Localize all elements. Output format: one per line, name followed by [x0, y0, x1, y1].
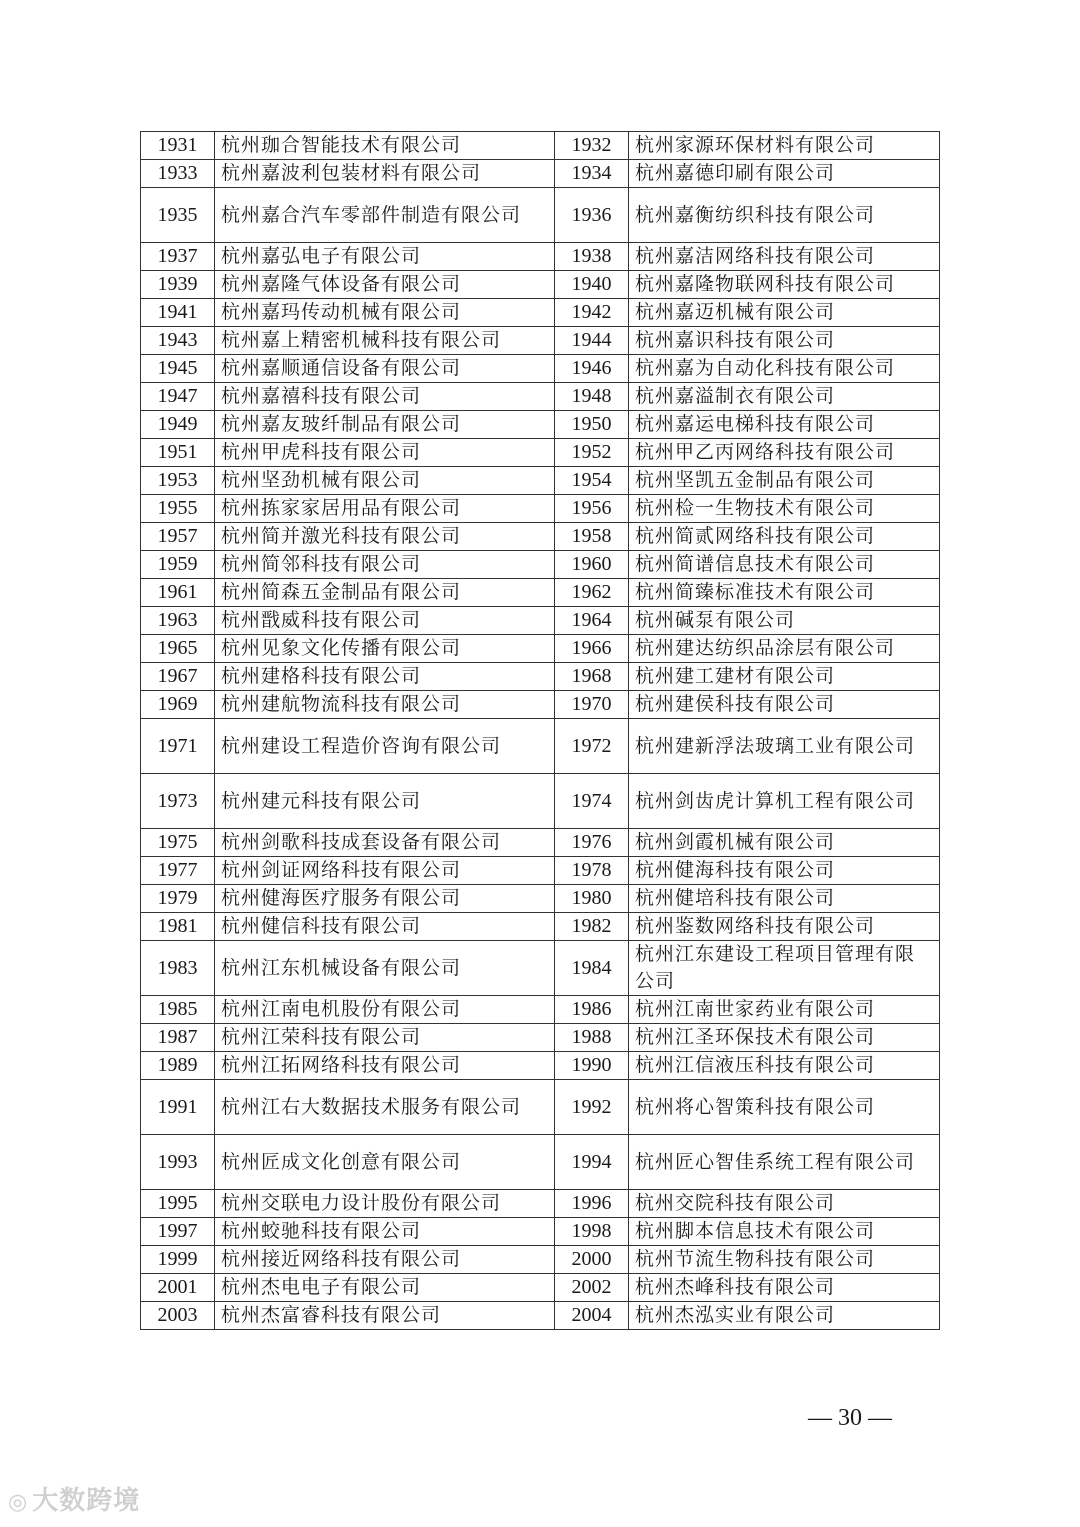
- company-name: 杭州嘉玛传动机械有限公司: [215, 299, 555, 327]
- company-list-table: [140, 131, 940, 1330]
- company-number: 1959: [141, 551, 215, 579]
- table-row: [141, 663, 940, 691]
- company-number: 1985: [141, 996, 215, 1024]
- company-number: 2002: [555, 1274, 629, 1302]
- company-name: 杭州简贰网络科技有限公司: [629, 523, 940, 551]
- table-row: [141, 467, 940, 495]
- company-number: 1936: [555, 188, 629, 243]
- company-name: 杭州嘉运电梯科技有限公司: [629, 411, 940, 439]
- company-number: 1950: [555, 411, 629, 439]
- company-name: 杭州脚本信息技术有限公司: [629, 1218, 940, 1246]
- company-name: 杭州建元科技有限公司: [215, 774, 555, 829]
- company-name: 杭州见象文化传播有限公司: [215, 635, 555, 663]
- company-name: 杭州交联电力设计股份有限公司: [215, 1190, 555, 1218]
- company-name: 杭州碱泵有限公司: [629, 607, 940, 635]
- company-number: 1975: [141, 829, 215, 857]
- company-name: 杭州匠成文化创意有限公司: [215, 1135, 555, 1190]
- company-name: 杭州江信液压科技有限公司: [629, 1052, 940, 1080]
- company-name: 杭州简邻科技有限公司: [215, 551, 555, 579]
- company-number: 1942: [555, 299, 629, 327]
- company-number: 1940: [555, 271, 629, 299]
- company-number: 1971: [141, 719, 215, 774]
- company-name: 杭州江南世家药业有限公司: [629, 996, 940, 1024]
- company-number: 1957: [141, 523, 215, 551]
- company-name: 杭州嘉顺通信设备有限公司: [215, 355, 555, 383]
- table-row: [141, 1218, 940, 1246]
- table-row: [141, 1024, 940, 1052]
- company-number: 1952: [555, 439, 629, 467]
- table-row: [141, 188, 940, 243]
- table-row: [141, 1135, 940, 1190]
- company-number: 1982: [555, 913, 629, 941]
- company-name: 杭州建设工程造价咨询有限公司: [215, 719, 555, 774]
- company-name: 杭州建航物流科技有限公司: [215, 691, 555, 719]
- watermark-text: 大数跨境: [32, 1486, 141, 1516]
- company-name: 杭州节流生物科技有限公司: [629, 1246, 940, 1274]
- company-name: 杭州嘉为自动化科技有限公司: [629, 355, 940, 383]
- company-name: 杭州江东建设工程项目管理有限公司: [629, 941, 940, 996]
- company-name: 杭州嘉隆气体设备有限公司: [215, 271, 555, 299]
- table-row: [141, 1274, 940, 1302]
- company-name: 杭州剑歌科技成套设备有限公司: [215, 829, 555, 857]
- company-name: 杭州嘉识科技有限公司: [629, 327, 940, 355]
- company-number: 1965: [141, 635, 215, 663]
- company-number: 1954: [555, 467, 629, 495]
- company-number: 1935: [141, 188, 215, 243]
- company-name: 杭州蛟驰科技有限公司: [215, 1218, 555, 1246]
- company-name: 杭州接近网络科技有限公司: [215, 1246, 555, 1274]
- company-name: 杭州建达纺织品涂层有限公司: [629, 635, 940, 663]
- company-number: 1962: [555, 579, 629, 607]
- company-number: 1943: [141, 327, 215, 355]
- company-name: 杭州嘉波利包装材料有限公司: [215, 160, 555, 188]
- company-name: 杭州嘉衡纺织科技有限公司: [629, 188, 940, 243]
- company-name: 杭州嘉上精密机械科技有限公司: [215, 327, 555, 355]
- table-row: [141, 439, 940, 467]
- company-name: 杭州甲虎科技有限公司: [215, 439, 555, 467]
- company-name: 杭州坚劲机械有限公司: [215, 467, 555, 495]
- company-name: 杭州嘉洁网络科技有限公司: [629, 243, 940, 271]
- company-number: 1961: [141, 579, 215, 607]
- table-row: [141, 299, 940, 327]
- table-row: [141, 132, 940, 160]
- table-row: [141, 523, 940, 551]
- table-row: [141, 160, 940, 188]
- company-number: 2000: [555, 1246, 629, 1274]
- table-row: [141, 271, 940, 299]
- company-name: 杭州健海科技有限公司: [629, 857, 940, 885]
- company-number: 1951: [141, 439, 215, 467]
- company-name: 杭州江右大数据技术服务有限公司: [215, 1080, 555, 1135]
- table-row: [141, 719, 940, 774]
- table-row: [141, 327, 940, 355]
- company-name: 杭州拣家家居用品有限公司: [215, 495, 555, 523]
- company-number: 1967: [141, 663, 215, 691]
- company-name: 杭州建侯科技有限公司: [629, 691, 940, 719]
- company-number: 1991: [141, 1080, 215, 1135]
- company-name: 杭州嘉迈机械有限公司: [629, 299, 940, 327]
- company-number: 1970: [555, 691, 629, 719]
- table-row: [141, 941, 940, 996]
- table-row: [141, 635, 940, 663]
- table-row: [141, 243, 940, 271]
- company-number: 1986: [555, 996, 629, 1024]
- company-name: 杭州戬威科技有限公司: [215, 607, 555, 635]
- company-number: 1946: [555, 355, 629, 383]
- company-name: 杭州嘉德印刷有限公司: [629, 160, 940, 188]
- company-number: 2001: [141, 1274, 215, 1302]
- company-number: 1941: [141, 299, 215, 327]
- table-row: [141, 774, 940, 829]
- company-name: 杭州简并激光科技有限公司: [215, 523, 555, 551]
- company-name: 杭州家源环保材料有限公司: [629, 132, 940, 160]
- company-name: 杭州江圣环保技术有限公司: [629, 1024, 940, 1052]
- table-row: [141, 1246, 940, 1274]
- company-number: 1963: [141, 607, 215, 635]
- company-number: 1932: [555, 132, 629, 160]
- company-number: 1995: [141, 1190, 215, 1218]
- company-name: 杭州珈合智能技术有限公司: [215, 132, 555, 160]
- company-name: 杭州江东机械设备有限公司: [215, 941, 555, 996]
- company-name: 杭州简谱信息技术有限公司: [629, 551, 940, 579]
- company-number: 1937: [141, 243, 215, 271]
- company-number: 1966: [555, 635, 629, 663]
- table-row: [141, 383, 940, 411]
- company-number: 1979: [141, 885, 215, 913]
- company-number: 1934: [555, 160, 629, 188]
- company-number: 1972: [555, 719, 629, 774]
- company-name: 杭州江拓网络科技有限公司: [215, 1052, 555, 1080]
- table-row: [141, 1190, 940, 1218]
- table-row: [141, 355, 940, 383]
- company-name: 杭州鉴数网络科技有限公司: [629, 913, 940, 941]
- company-number: 1990: [555, 1052, 629, 1080]
- table-row: [141, 607, 940, 635]
- company-name: 杭州嘉禧科技有限公司: [215, 383, 555, 411]
- company-name: 杭州健培科技有限公司: [629, 885, 940, 913]
- table-row: [141, 579, 940, 607]
- company-number: 1964: [555, 607, 629, 635]
- company-name: 杭州杰电电子有限公司: [215, 1274, 555, 1302]
- company-number: 1998: [555, 1218, 629, 1246]
- company-number: 1997: [141, 1218, 215, 1246]
- company-number: 1939: [141, 271, 215, 299]
- company-number: 1969: [141, 691, 215, 719]
- company-name: 杭州健信科技有限公司: [215, 913, 555, 941]
- company-number: 1968: [555, 663, 629, 691]
- table-body: [141, 132, 940, 1330]
- company-number: 1987: [141, 1024, 215, 1052]
- company-number: 1978: [555, 857, 629, 885]
- company-number: 1933: [141, 160, 215, 188]
- company-number: 1976: [555, 829, 629, 857]
- company-name: 杭州江南电机股份有限公司: [215, 996, 555, 1024]
- watermark-logo-icon: ◎: [8, 1490, 29, 1515]
- company-number: 1956: [555, 495, 629, 523]
- company-number: 1992: [555, 1080, 629, 1135]
- company-name: 杭州剑证网络科技有限公司: [215, 857, 555, 885]
- company-name: 杭州杰富睿科技有限公司: [215, 1302, 555, 1330]
- company-number: 1947: [141, 383, 215, 411]
- table-row: [141, 411, 940, 439]
- company-name: 杭州江荣科技有限公司: [215, 1024, 555, 1052]
- company-name: 杭州杰峰科技有限公司: [629, 1274, 940, 1302]
- company-number: 1981: [141, 913, 215, 941]
- company-name: 杭州建格科技有限公司: [215, 663, 555, 691]
- company-number: 1999: [141, 1246, 215, 1274]
- company-name: 杭州匠心智佳系统工程有限公司: [629, 1135, 940, 1190]
- company-name: 杭州剑齿虎计算机工程有限公司: [629, 774, 940, 829]
- table-row: [141, 885, 940, 913]
- company-name: 杭州嘉溢制衣有限公司: [629, 383, 940, 411]
- company-number: 1938: [555, 243, 629, 271]
- company-name: 杭州甲乙丙网络科技有限公司: [629, 439, 940, 467]
- company-number: 1977: [141, 857, 215, 885]
- company-number: 1996: [555, 1190, 629, 1218]
- company-number: 1953: [141, 467, 215, 495]
- company-name: 杭州杰泓实业有限公司: [629, 1302, 940, 1330]
- table-row: [141, 913, 940, 941]
- table-row: [141, 996, 940, 1024]
- company-number: 1993: [141, 1135, 215, 1190]
- table-row: [141, 1080, 940, 1135]
- page-number: — 30 —: [808, 1405, 892, 1431]
- company-name: 杭州坚凯五金制品有限公司: [629, 467, 940, 495]
- company-number: 2003: [141, 1302, 215, 1330]
- company-number: 1948: [555, 383, 629, 411]
- company-name: 杭州嘉友玻纤制品有限公司: [215, 411, 555, 439]
- company-number: 1974: [555, 774, 629, 829]
- company-name: 杭州交院科技有限公司: [629, 1190, 940, 1218]
- company-number: 1945: [141, 355, 215, 383]
- company-number: 1944: [555, 327, 629, 355]
- company-number: 1980: [555, 885, 629, 913]
- company-number: 2004: [555, 1302, 629, 1330]
- table-row: [141, 495, 940, 523]
- company-name: 杭州建工建材有限公司: [629, 663, 940, 691]
- company-number: 1931: [141, 132, 215, 160]
- company-name: 杭州嘉合汽车零部件制造有限公司: [215, 188, 555, 243]
- company-number: 1988: [555, 1024, 629, 1052]
- company-number: 1949: [141, 411, 215, 439]
- company-name: 杭州建新浮法玻璃工业有限公司: [629, 719, 940, 774]
- watermark: [8, 1480, 140, 1517]
- company-number: 1983: [141, 941, 215, 996]
- table-row: [141, 829, 940, 857]
- company-name: 杭州简森五金制品有限公司: [215, 579, 555, 607]
- company-number: 1994: [555, 1135, 629, 1190]
- table-row: [141, 1052, 940, 1080]
- company-number: 1973: [141, 774, 215, 829]
- table-row: [141, 857, 940, 885]
- table-row: [141, 551, 940, 579]
- company-number: 1989: [141, 1052, 215, 1080]
- company-name: 杭州简臻标准技术有限公司: [629, 579, 940, 607]
- table-row: [141, 691, 940, 719]
- company-name: 杭州健海医疗服务有限公司: [215, 885, 555, 913]
- company-number: 1960: [555, 551, 629, 579]
- company-number: 1958: [555, 523, 629, 551]
- table-row: [141, 1302, 940, 1330]
- company-name: 杭州嘉弘电子有限公司: [215, 243, 555, 271]
- company-name: 杭州嘉隆物联网科技有限公司: [629, 271, 940, 299]
- company-number: 1955: [141, 495, 215, 523]
- company-name: 杭州检一生物技术有限公司: [629, 495, 940, 523]
- company-number: 1984: [555, 941, 629, 996]
- company-name: 杭州将心智策科技有限公司: [629, 1080, 940, 1135]
- company-name: 杭州剑霞机械有限公司: [629, 829, 940, 857]
